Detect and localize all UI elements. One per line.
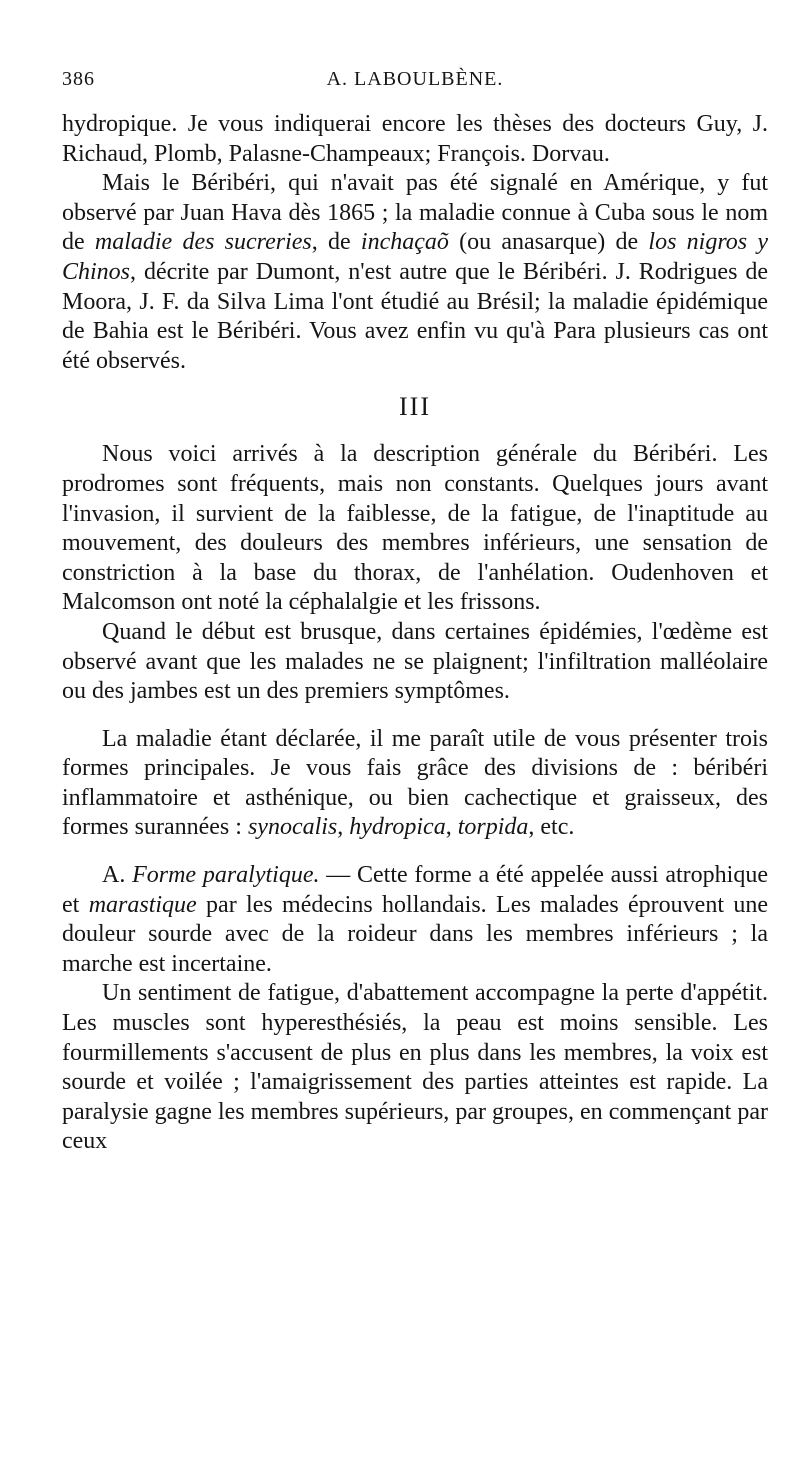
italic-run: synocalis xyxy=(247,814,338,841)
italic-run: maladie des sucreries xyxy=(94,229,312,256)
page-number: 386 xyxy=(62,68,95,90)
page-header xyxy=(62,60,768,110)
paragraph-text: Un sentiment de fatigue, d'abattement accompagne la perte d'appétit. Les muscles sont hyperesthésiés, la peau est moins sensible. Les fourmillements s'accusent de plus en plus dans les membres, la voix est sourde et voilée ; l'amaigrissement des parties atteintes est rapide. La paralysie gagne les membres supérieurs, par groupes, en commençant par ceux xyxy=(62,980,768,1155)
text-run: , xyxy=(337,814,350,841)
section-heading: III xyxy=(399,392,431,422)
text-run: , de xyxy=(311,229,361,256)
text-run: (ou anasarque) de xyxy=(448,229,649,256)
paragraph-description xyxy=(62,440,768,618)
italic-run: marastique xyxy=(88,891,197,918)
italic-run: hydropica xyxy=(349,814,446,841)
paragraph-text: Quand le début est brusque, dans certaines épidémies, l'œdème est observé avant que les malades ne se plaignent; l'infiltration malléolaire ou des jambes est un des premiers symptômes. xyxy=(62,618,768,705)
paragraph-beriberi-america xyxy=(62,169,768,376)
paragraph-text: hydropique. Je vous indiquerai encore les thèses des docteurs Guy, J. Richaud, Plomb, Palasne-Champeaux; François. Dorvau. xyxy=(62,111,768,167)
paragraph-fatigue xyxy=(62,979,768,1157)
running-title: A. LABOULBÈNE. xyxy=(326,68,504,90)
italic-run: inchaçaõ xyxy=(360,229,449,256)
paragraph-formes xyxy=(62,725,768,843)
text-run: A. xyxy=(102,862,133,889)
paragraph-debut xyxy=(62,618,768,707)
text-run: , décrite par Dumont, n'est autre que le Béribéri. J. Rodrigues de Moora, J. F. da Silva Lima l'ont étudié au Brésil; la maladie épidémique de Bahia est le Béribéri. Vous avez enfin vu qu'à Para plusieurs cas ont été observés. xyxy=(62,258,768,374)
italic-run: Forme paralytique. xyxy=(132,862,320,889)
text-run: , etc. xyxy=(528,814,575,841)
paragraph-gap xyxy=(62,843,768,861)
text-run: par les médecins hollandais. Les malades éprouvent une douleur sourde avec de la roideur dans les membres inférieurs ; la marche est incertaine. xyxy=(62,891,768,977)
text-run: Mais le Béribéri, qui n'avait pas été signalé en Amérique, y fut observé par Juan Hava dès 1865 ; la maladie connue à Cuba sous le nom de xyxy=(62,170,768,256)
text-run: — Cette forme a été appelée aussi atrophique et xyxy=(62,862,768,918)
paragraph-gap xyxy=(62,707,768,725)
paragraph-forme-paralytique xyxy=(62,861,768,979)
italic-run: los nigros y Chinos xyxy=(62,229,769,285)
text-run: La maladie étant déclarée, il me paraît utile de vous présenter trois formes principales. Je vous fais grâce des divisions de : béribéri inflammatoire et asthénique, ou bien cachectique et graisseux, des formes surannées : xyxy=(62,725,768,841)
italic-run: torpida xyxy=(457,814,529,841)
book-page xyxy=(62,60,768,1157)
paragraph-text: Nous voici arrivés à la description générale du Béribéri. Les prodromes sont fréquents, mais non constants. Quelques jours avant l'invasion, il survient de la faiblesse, de la fatigue, de l'inaptitude au mouvement, des douleurs des membres inférieurs, une sensation de constriction à la base du thorax, de l'anhélation. Oudenhoven et Malcomson ont noté la céphalalgie et les frissons. xyxy=(62,441,768,616)
paragraph-continuation xyxy=(62,110,768,169)
text-run: , xyxy=(445,814,458,841)
